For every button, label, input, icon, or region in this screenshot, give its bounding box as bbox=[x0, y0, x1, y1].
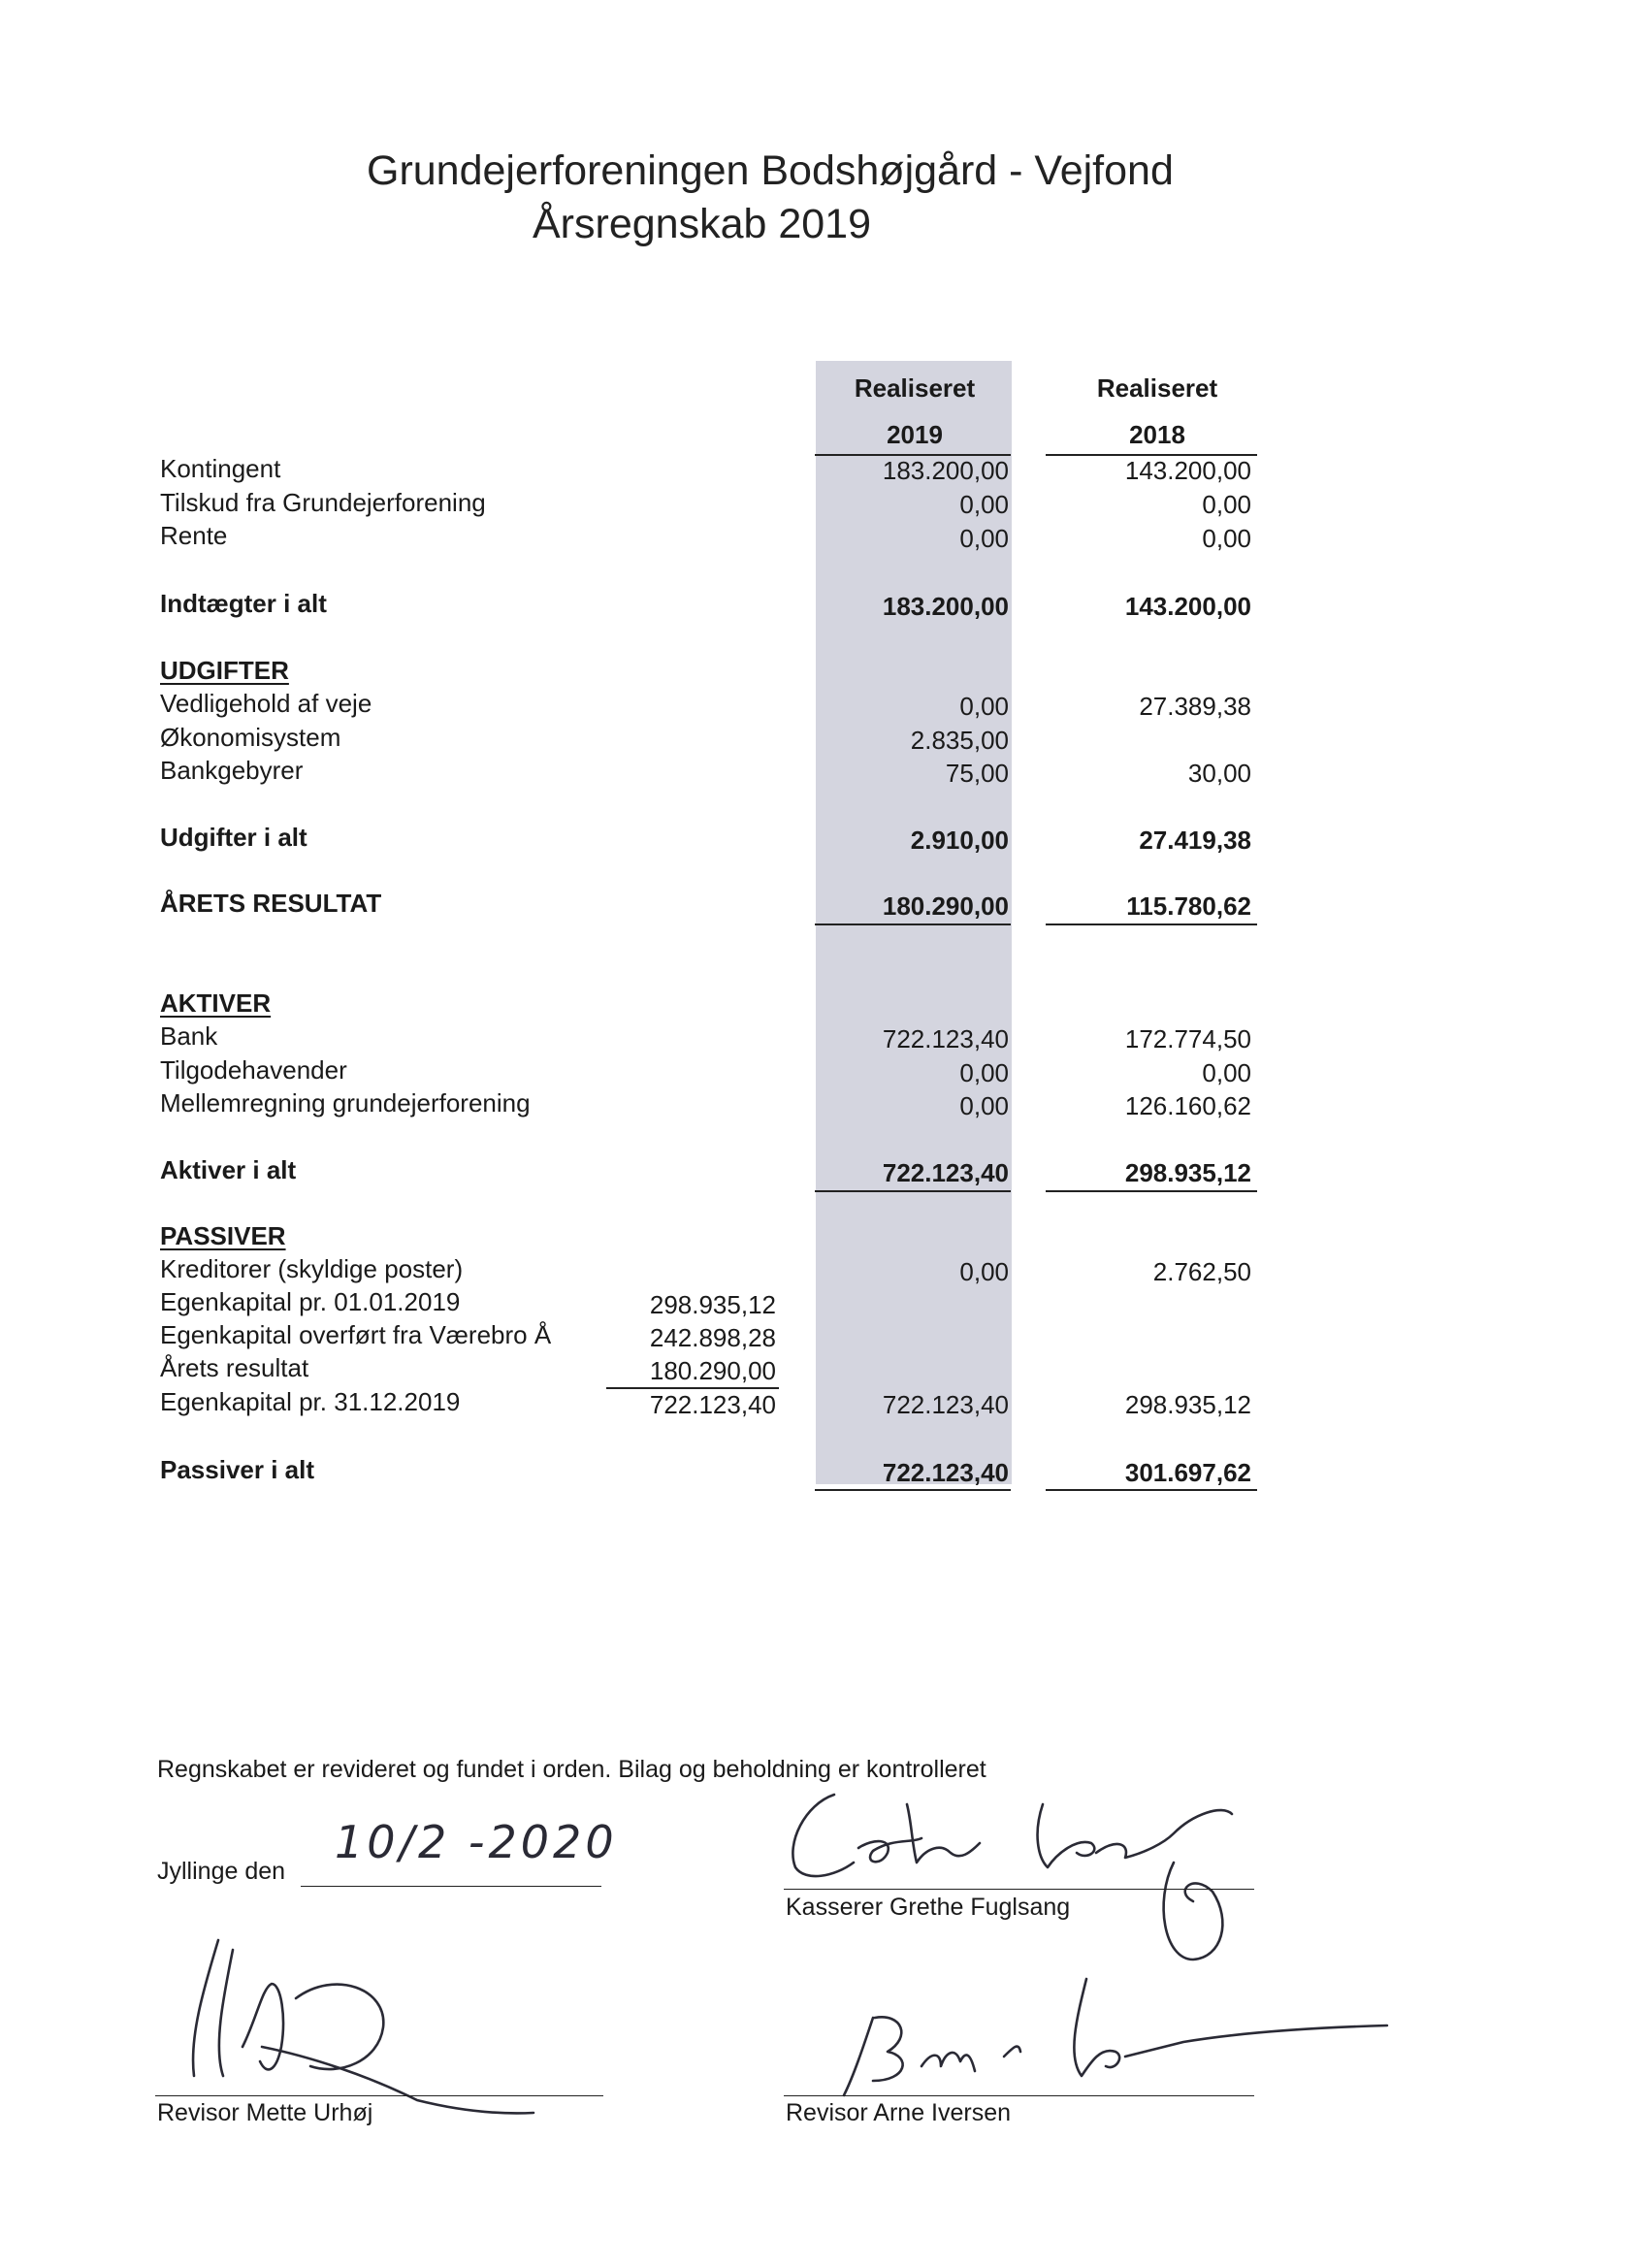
row-label-bankgebyrer: Bankgebyrer bbox=[160, 756, 304, 785]
row-label-tilskud: Tilskud fra Grundejerforening bbox=[160, 488, 486, 517]
auditor2-signature bbox=[795, 1960, 1397, 2105]
handwritten-date: 10/2 -2020 bbox=[335, 1816, 618, 1868]
auditor1-line bbox=[155, 2095, 603, 2096]
value-2018-vedligehold: 27.389,38 bbox=[1139, 692, 1251, 721]
assets-rule-2019 bbox=[815, 1190, 1011, 1192]
row-label-kontingent: Kontingent bbox=[160, 454, 281, 483]
row-label-rente: Rente bbox=[160, 521, 228, 550]
row-label-kreditorer: Kreditorer (skyldige poster) bbox=[160, 1254, 464, 1283]
liabilities-total-2019: 722.123,40 bbox=[882, 1458, 1009, 1487]
place-label: Jyllinge den bbox=[157, 1858, 286, 1885]
sub-value-egenkapital-31: 722.123,40 bbox=[649, 1390, 776, 1419]
row-label-okonomisystem: Økonomisystem bbox=[160, 723, 341, 752]
assets-total-2018: 298.935,12 bbox=[1124, 1158, 1251, 1187]
expenses-total-2018: 27.419,38 bbox=[1139, 826, 1251, 855]
col2-year: 2018 bbox=[1129, 420, 1185, 449]
value-2018-kreditorer: 2.762,50 bbox=[1152, 1257, 1251, 1286]
value-2019-rente: 0,00 bbox=[959, 524, 1009, 553]
liabilities-total-2018: 301.697,62 bbox=[1124, 1458, 1251, 1487]
value-2018-kontingent: 143.200,00 bbox=[1124, 456, 1251, 485]
audit-statement: Regnskabet er revideret og fundet i orden. Bilag og beholdning er kontrolleret bbox=[157, 1756, 986, 1783]
result-2018: 115.780,62 bbox=[1126, 891, 1251, 921]
result-rule-2018 bbox=[1046, 923, 1257, 925]
assets-total-2019: 722.123,40 bbox=[882, 1158, 1009, 1187]
col1-year: 2019 bbox=[887, 420, 943, 449]
sub-value-egenkapital-01: 298.935,12 bbox=[649, 1290, 776, 1319]
value-2018-bank: 172.774,50 bbox=[1124, 1024, 1251, 1053]
document-title: Grundejerforeningen Bodshøjgård - Vejfond bbox=[367, 147, 1174, 194]
row-label-egenkapital-31: Egenkapital pr. 31.12.2019 bbox=[160, 1387, 461, 1416]
auditor2-line bbox=[784, 2095, 1254, 2096]
income-total-2019: 183.200,00 bbox=[882, 592, 1009, 621]
date-line bbox=[301, 1886, 601, 1887]
value-2019-tilgodehavender: 0,00 bbox=[959, 1058, 1009, 1087]
sub-value-egenkapital-overfoert: 242.898,28 bbox=[649, 1323, 776, 1352]
liabilities-heading: PASSIVER bbox=[160, 1221, 286, 1250]
subtotal-rule bbox=[606, 1387, 779, 1389]
row-label-aarets-resultat: Årets resultat bbox=[160, 1353, 309, 1382]
income-total-2018: 143.200,00 bbox=[1124, 592, 1251, 621]
row-label-bank: Bank bbox=[160, 1021, 218, 1051]
expenses-heading: UDGIFTER bbox=[160, 656, 289, 685]
row-label-mellemregning: Mellemregning grundejerforening bbox=[160, 1088, 531, 1118]
result-label: ÅRETS RESULTAT bbox=[160, 889, 382, 918]
value-2018-bankgebyrer: 30,00 bbox=[1187, 759, 1251, 788]
assets-heading: AKTIVER bbox=[160, 988, 272, 1018]
row-label-tilgodehavender: Tilgodehavender bbox=[160, 1055, 347, 1085]
sub-value-aarets-resultat: 180.290,00 bbox=[649, 1356, 776, 1385]
result-2019: 180.290,00 bbox=[882, 891, 1009, 921]
col2-heading: Realiseret bbox=[1096, 373, 1218, 403]
assets-total-label: Aktiver i alt bbox=[160, 1155, 297, 1184]
expenses-total-2019: 2.910,00 bbox=[910, 826, 1009, 855]
value-2019-vedligehold: 0,00 bbox=[959, 692, 1009, 721]
treasurer-line bbox=[784, 1889, 1254, 1890]
treasurer-signature bbox=[766, 1785, 1271, 1979]
row-label-egenkapital-01: Egenkapital pr. 01.01.2019 bbox=[160, 1287, 461, 1316]
assets-rule-2018 bbox=[1046, 1190, 1257, 1192]
liabilities-rule-2018 bbox=[1046, 1489, 1257, 1491]
value-2018-mellemregning: 126.160,62 bbox=[1124, 1091, 1251, 1120]
value-2019-tilskud: 0,00 bbox=[959, 490, 1009, 519]
value-2018-egenkapital-31: 298.935,12 bbox=[1124, 1390, 1251, 1419]
document-subtitle: Årsregnskab 2019 bbox=[533, 201, 871, 247]
value-2019-kontingent: 183.200,00 bbox=[882, 456, 1009, 485]
auditor2-name: Revisor Arne Iversen bbox=[786, 2099, 1012, 2126]
result-rule-2019 bbox=[815, 923, 1011, 925]
value-2019-kreditorer: 0,00 bbox=[959, 1257, 1009, 1286]
value-2019-okonomisystem: 2.835,00 bbox=[910, 726, 1009, 755]
col1-heading: Realiseret bbox=[854, 373, 976, 403]
value-2019-bank: 722.123,40 bbox=[882, 1024, 1009, 1053]
treasurer-name: Kasserer Grethe Fuglsang bbox=[786, 1894, 1071, 1921]
value-2018-tilskud: 0,00 bbox=[1202, 490, 1251, 519]
auditor1-name: Revisor Mette Urhøj bbox=[157, 2099, 373, 2126]
expenses-total-label: Udgifter i alt bbox=[160, 823, 307, 852]
value-2019-bankgebyrer: 75,00 bbox=[945, 759, 1009, 788]
value-2019-mellemregning: 0,00 bbox=[959, 1091, 1009, 1120]
row-label-egenkapital-overfoert: Egenkapital overført fra Værebro Å bbox=[160, 1320, 552, 1349]
value-2018-tilgodehavender: 0,00 bbox=[1202, 1058, 1251, 1087]
row-label-vedligehold: Vedligehold af veje bbox=[160, 689, 372, 718]
income-total-label: Indtægter i alt bbox=[160, 589, 327, 618]
liabilities-total-label: Passiver i alt bbox=[160, 1455, 314, 1484]
value-2019-egenkapital-31: 722.123,40 bbox=[882, 1390, 1009, 1419]
value-2018-rente: 0,00 bbox=[1202, 524, 1251, 553]
liabilities-rule-2019 bbox=[815, 1489, 1011, 1491]
